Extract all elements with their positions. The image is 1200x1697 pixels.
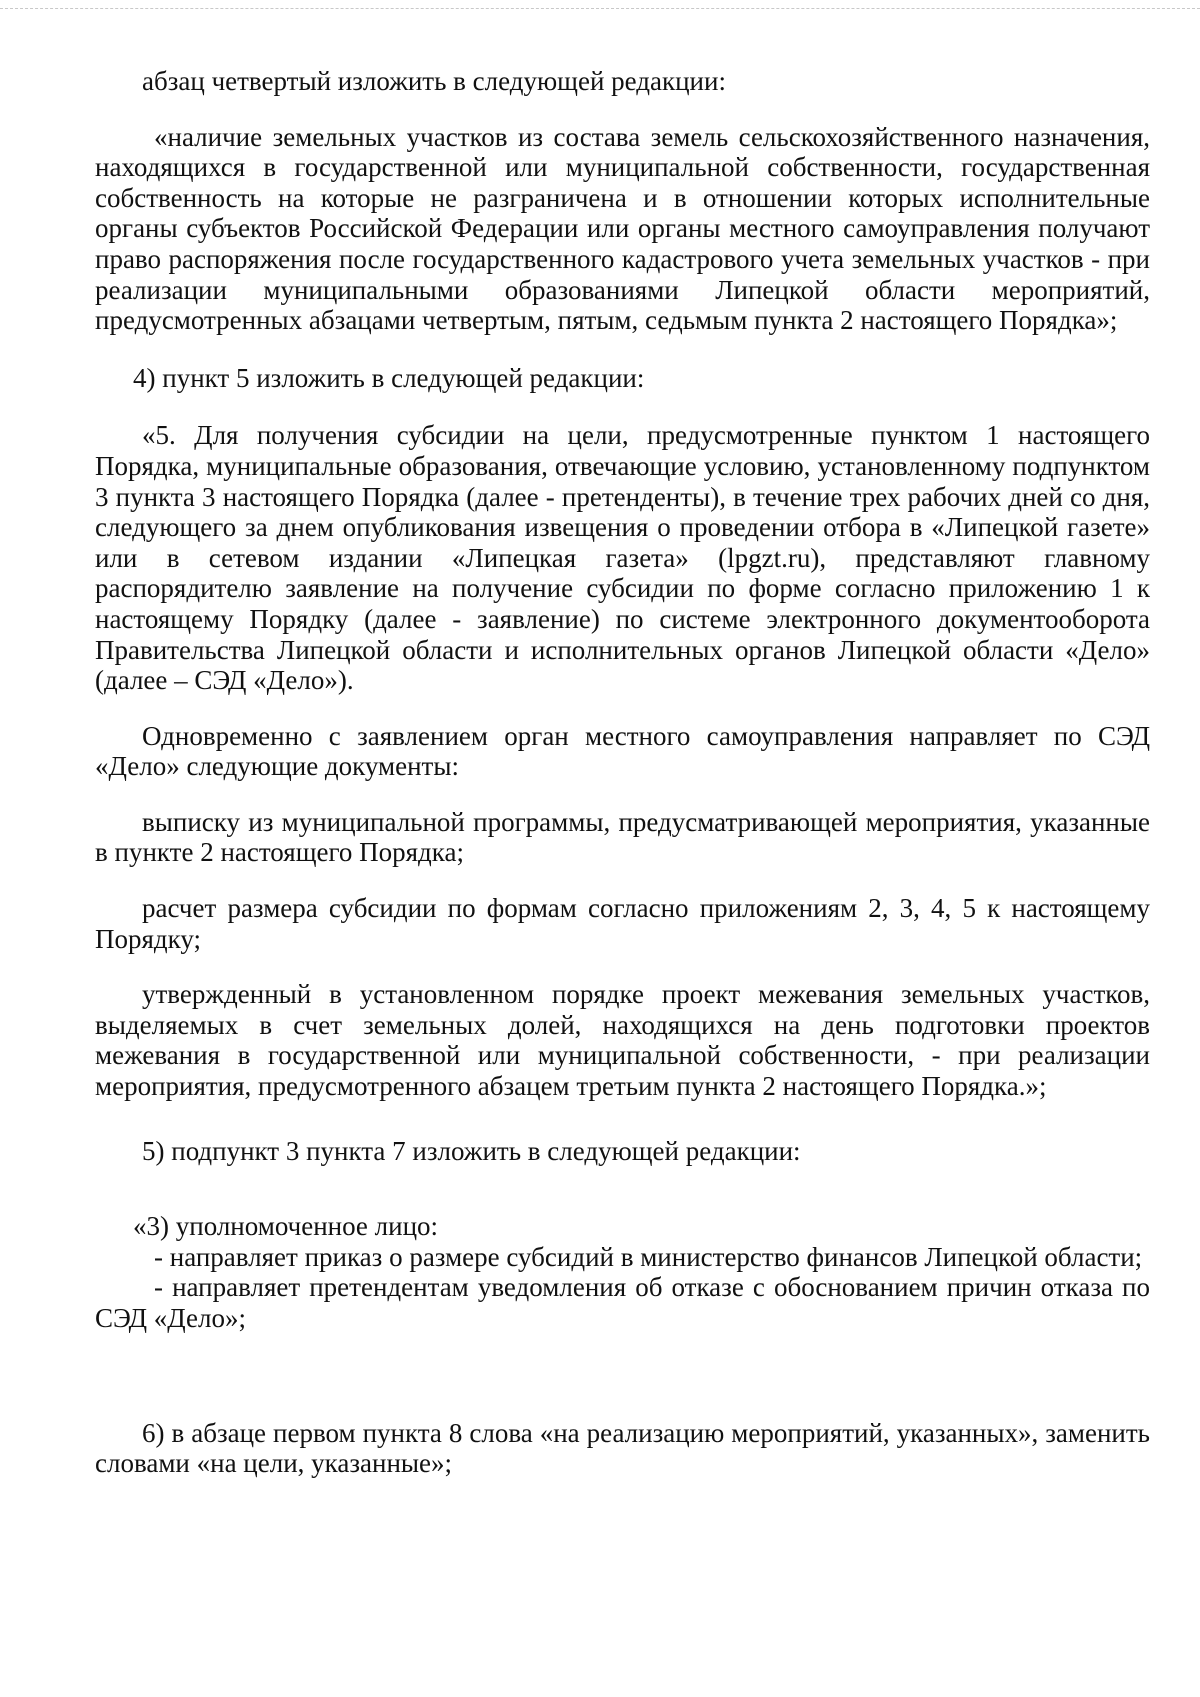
- paragraph-item-4: 4) пункт 5 изложить в следующей редакции:: [133, 362, 645, 393]
- document-body: [95, 66, 1150, 1479]
- paragraph-documents-intro: Одновременно с заявлением орган местного самоуправления направляет по СЭД «Дело» следующие документы:: [95, 720, 1150, 782]
- paragraph-subsidy-calculation: расчет размера субсидии по формам согласно приложениям 2, 3, 4, 5 к настоящему Порядку;: [95, 893, 1150, 954]
- paragraph-quoted-land-plots: «наличие земельных участков из состава земель сельскохозяйственного назначения, находящихся в государственной или муниципальной собственности, государственная собственность на которые не разграничена и в отношении которых исполнительные органы субъектов Российской Федерации или органы местного самоуправления получают право распоряжения после государственного кадастрового учета земельных участков - при реализации муниципальными образованиями Липецкой области мероприятий, предусмотренных абзацами четвертым, пятым, седьмым пункта 2 настоящего Порядка»;: [95, 121, 1150, 336]
- scan-edge-line: [0, 8, 1200, 9]
- paragraph-authorized-person: «3) уполномоченное лицо:: [133, 1211, 439, 1242]
- paragraph-survey-project: утвержденный в установленном порядке проект межевания земельных участков, выделяемых в счет земельных долей, находящихся на день подготовки проектов межевания в государственной или муниципальной собственности, - при реализации мероприятия, предусмотренного абзацем третьим пункта 2 настоящего Порядка.»;: [95, 979, 1150, 1102]
- paragraph-program-extract: выписку из муниципальной программы, предусматривающей мероприятия, указанные в пункте 2 настоящего Порядка;: [95, 806, 1150, 868]
- paragraph-refusal-notice: - направляет претендентам уведомления об отказе с обоснованием причин отказа по СЭД «Дело»;: [95, 1272, 1150, 1333]
- paragraph-item-6: 6) в абзаце первом пункта 8 слова «на реализацию мероприятий, указанных», заменить словами «на цели, указанные»;: [95, 1417, 1150, 1479]
- paragraph-intro: абзац четвертый изложить в следующей редакции:: [142, 66, 726, 96]
- paragraph-order-to-finance: - направляет приказ о размере субсидий в министерство финансов Липецкой области;: [154, 1241, 1143, 1272]
- paragraph-item-5: 5) подпункт 3 пункта 7 изложить в следующей редакции:: [142, 1135, 801, 1166]
- paragraph-point-5: «5. Для получения субсидии на цели, предусмотренные пунктом 1 настоящего Порядка, муниципальные образования, отвечающие условию, установленному подпунктом 3 пункта 3 настоящего Порядка (далее - претенденты), в течение трех рабочих дней со дня, следующего за днем опубликования извещения о проведении отбора в «Липецкой газете» или в сетевом издании «Липецкая газета» (lpgzt.ru), представляют главному распорядителю заявление на получение субсидии по форме согласно приложению 1 к настоящему Порядку (далее - заявление) по системе электронного документооборота Правительства Липецкой области и исполнительных органов Липецкой области «Дело» (далее – СЭД «Дело»).: [95, 420, 1150, 696]
